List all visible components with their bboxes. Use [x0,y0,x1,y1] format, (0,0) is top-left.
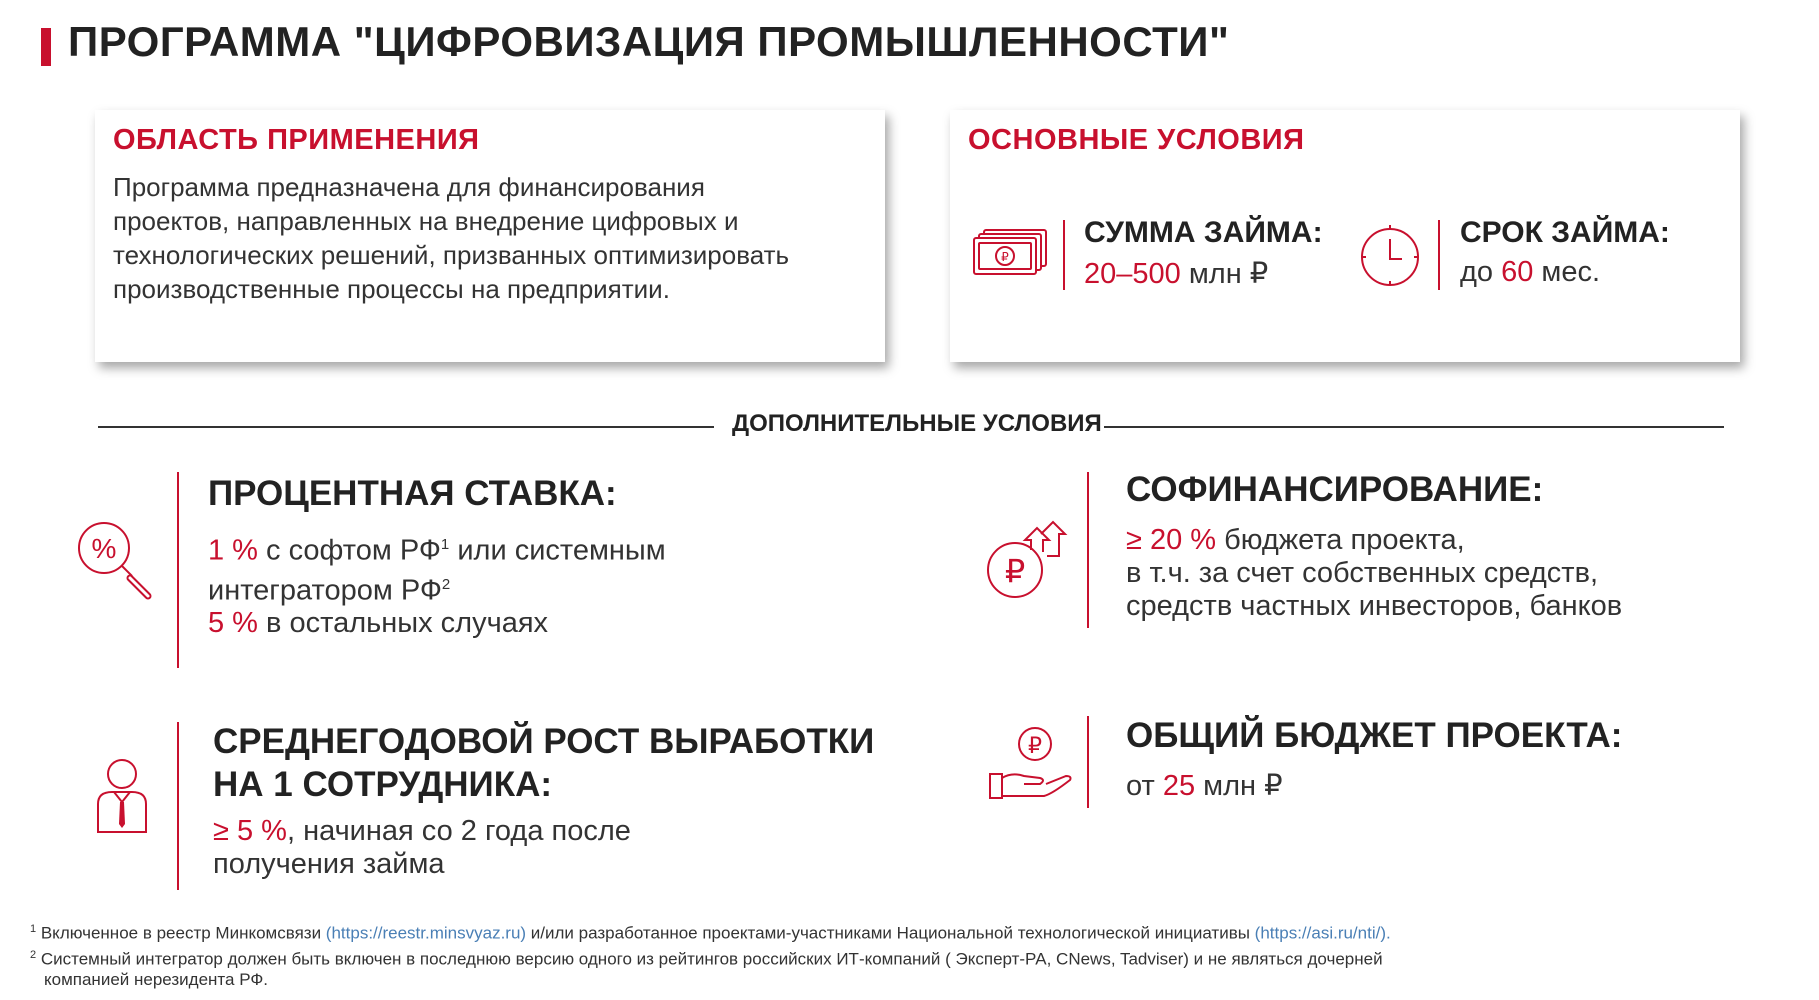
scope-card [95,110,885,362]
productivity-value: ≥ 5 % [213,815,287,847]
amount-divider [1063,220,1065,290]
divider-line-left [98,426,714,428]
footnote-1-text-a: Включенное в реестр Минкомсвязи [36,923,326,943]
productivity-line-1 [213,815,631,848]
productivity-line-2: получения займа [213,848,445,880]
footnote-1-number: 1 [30,923,37,935]
term-value-line [1460,256,1600,289]
scope-line: Программа предназначена для финансирования [113,172,705,202]
footnote-ref-2: 2 [441,575,451,593]
main-conditions-heading: ОСНОВНЫЕ УСЛОВИЯ [968,124,1305,156]
footnote-2-text-a: Системный интегратор должен быть включен в последнюю версию одного из рейтингов российских ИТ-компаний ( Эксперт-РА, CNews, Tadviser) и не являться дочерней [36,949,1383,969]
rate-line-3 [208,607,666,640]
productivity-text-1: , начиная со 2 года после [286,815,631,847]
rate-value-3: 5 % [208,607,258,640]
footnote-1-link-reestr[interactable]: (https://reestr.minsvyaz.ru) [325,923,527,943]
budget-heading: ОБЩИЙ БЮДЖЕТ ПРОЕКТА: [1126,716,1623,755]
scope-line: производственные процессы на предприятии. [113,274,670,304]
svg-text:₽: ₽ [1028,734,1042,759]
money-stack-icon [970,228,1050,278]
rate-line-2 [208,568,666,608]
rate-text-3: в остальных случаях [257,607,549,640]
amount-unit: млн ₽ [1180,258,1269,290]
footnote-1-link-asi[interactable]: (https://asi.ru/nti/). [1254,923,1391,943]
ruble-hand-icon [988,726,1072,802]
extra-conditions-heading: ДОПОЛНИТЕЛЬНЫЕ УСЛОВИЯ [732,410,1102,437]
term-value: 60 [1501,256,1534,288]
cofinancing-divider [1087,472,1089,628]
term-unit: мес. [1533,256,1601,288]
amount-label: СУММА ЗАЙМА: [1084,216,1323,249]
productivity-heading-line-2: НА 1 СОТРУДНИКА: [213,765,553,804]
cofinancing-details [1126,524,1622,623]
amount-value-line [1084,256,1268,291]
title-accent-bar [41,28,51,66]
rate-line-1 [208,528,666,568]
budget-prefix: от [1126,770,1163,802]
cofinancing-line-1 [1126,524,1622,557]
footnote-2-continuation: компанией нерезидента РФ. [44,970,268,989]
svg-text:₽: ₽ [1004,552,1026,590]
productivity-heading [213,720,874,806]
footnote-ref-1: 1 [440,536,450,553]
scope-description [113,170,873,306]
rate-details [208,528,666,640]
cofinancing-value: ≥ 20 % [1126,524,1217,556]
rate-text-1-tail: или системным [449,534,666,567]
clock-icon [1358,222,1422,288]
budget-divider [1087,716,1089,808]
budget-details [1126,770,1283,803]
cofinancing-line-2: в т.ч. за счет собственных средств, [1126,557,1599,589]
svg-text:%: % [91,533,117,564]
rate-value-1: 1 % [208,534,258,567]
cofinancing-line-3: средств частных инвесторов, банков [1126,590,1623,622]
employee-icon [94,758,150,834]
divider-line-right [1104,426,1724,428]
footnote-2-number: 2 [30,949,37,961]
rate-divider [177,472,179,668]
term-prefix: до [1460,256,1502,288]
footnote-1-text-b: и/или разработанное проектами-участниками Национальной технологической инициативы [526,923,1255,943]
budget-value: 25 [1162,770,1196,802]
term-divider [1438,220,1440,290]
rate-heading: ПРОЦЕНТНАЯ СТАВКА: [208,474,617,513]
term-label: СРОК ЗАЙМА: [1460,216,1670,249]
cofinancing-text-1: бюджета проекта, [1216,524,1465,556]
productivity-divider [177,722,179,890]
footnote-1 [30,917,1391,946]
rate-text-1: с софтом РФ [257,534,441,567]
productivity-heading-line-1: СРЕДНЕГОДОВОЙ РОСТ ВЫРАБОТКИ [213,722,875,761]
budget-unit: млн ₽ [1195,770,1283,802]
cofinancing-heading: СОФИНАНСИРОВАНИЕ: [1126,470,1544,509]
rate-text-2: интегратором РФ [208,574,442,607]
scope-heading: ОБЛАСТЬ ПРИМЕНЕНИЯ [113,124,480,156]
percent-magnifier-icon [76,520,156,602]
amount-value: 20–500 [1084,258,1181,290]
ruble-growth-icon [985,520,1075,602]
main-conditions-card [950,110,1740,362]
scope-line: технологических решений, призванных оптимизировать [113,240,790,270]
svg-text:₽: ₽ [1001,250,1009,264]
scope-line: проектов, направленных на внедрение цифровых и [113,206,739,236]
productivity-details [213,815,631,881]
page-title: ПРОГРАММА "ЦИФРОВИЗАЦИЯ ПРОМЫШЛЕННОСТИ" [68,18,1230,65]
